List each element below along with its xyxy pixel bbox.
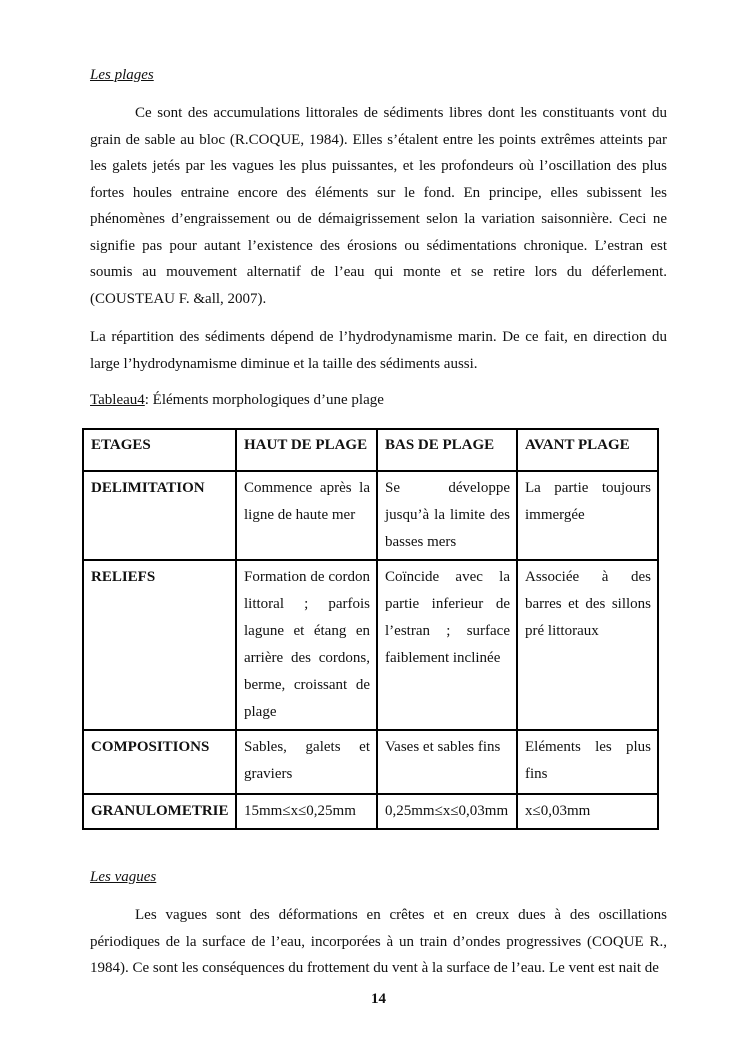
- row-label-reliefs: RELIEFS: [83, 560, 236, 730]
- paragraph-vagues: Les vagues sont des déformations en crêtes et en creux dues à des oscillations périodiques de la surface de l’eau, incorporées à un train d’ondes progressives (COQUE R., 1984). Ce sont les conséquences du frottement du vent à la surface de l’eau. Le vent est nait de: [90, 907, 667, 976]
- header-cell-bas-de-plage: BAS DE PLAGE: [377, 429, 517, 471]
- row-label-delimitation: DELIMITATION: [83, 471, 236, 560]
- table-row-compositions: [83, 730, 658, 794]
- table-header-row: [83, 429, 658, 471]
- table-row-delimitation: [83, 471, 658, 560]
- cell-compositions-bas: Vases et sables fins: [377, 730, 517, 794]
- section-heading-les-vagues: Les vagues: [90, 869, 157, 885]
- table-caption: [90, 387, 667, 413]
- header-cell-etages: ETAGES: [83, 429, 236, 471]
- table-row-reliefs: [83, 560, 658, 730]
- morphology-table: [82, 428, 659, 830]
- section-heading-les-plages: Les plages: [90, 67, 154, 83]
- row-label-compositions: COMPOSITIONS: [83, 730, 236, 794]
- table-caption-label: Tableau4: [90, 392, 145, 408]
- cell-reliefs-bas: Coïncide avec la partie inferieur de l’estran ; surface faiblement inclinée: [377, 560, 517, 730]
- cell-compositions-haut: Sables, galets et graviers: [236, 730, 377, 794]
- cell-delimitation-avant: La partie toujours immergée: [517, 471, 658, 560]
- table-caption-text: : Éléments morphologiques d’une plage: [144, 392, 384, 408]
- header-cell-haut-de-plage: HAUT DE PLAGE: [236, 429, 377, 471]
- row-label-granulometrie: GRANULOMETRIE: [83, 794, 236, 829]
- cell-granulometrie-bas: 0,25mm≤x≤0,03mm: [377, 794, 517, 829]
- table-row-granulometrie: [83, 794, 658, 829]
- cell-delimitation-bas: Se développe jusqu’à la limite des basses mers: [377, 471, 517, 560]
- cell-reliefs-haut: Formation de cordon littoral ; parfois lagune et étang en arrière des cordons, berme, croissant de plage: [236, 560, 377, 730]
- cell-granulometrie-haut: 15mm≤x≤0,25mm: [236, 794, 377, 829]
- page-number: 14: [371, 990, 386, 1007]
- paragraph-plages-2: La répartition des sédiments dépend de l’hydrodynamisme marin. De ce fait, en direction du large l’hydrodynamisme diminue et la taille des sédiments aussi.: [90, 329, 667, 372]
- cell-granulometrie-avant: x≤0,03mm: [517, 794, 658, 829]
- header-cell-avant-plage: AVANT PLAGE: [517, 429, 658, 471]
- paragraph-plages-1: Ce sont des accumulations littorales de sédiments libres dont les constituants vont du grain de sable au bloc (R.COQUE, 1984). Elles s’étalent entre les points extrêmes atteints par les galets jetés par les vagues les plus puissantes, et les profondeurs où l’oscillation des plus fortes houles entraine encore des éléments sur le fond. En principe, elles subissent les phénomènes d’engraissement ou de démaigrissement selon la variation saisonnière. Ceci ne signifie pas pour autant l’existence des érosions ou sédimentations chronique. L’estran est soumis au mouvement alternatif de l’eau qui monte et se retire lors du déferlement. (COUSTEAU F. &all, 2007).: [90, 105, 667, 307]
- cell-reliefs-avant: Associée à des barres et des sillons pré littoraux: [517, 560, 658, 730]
- cell-delimitation-haut: Commence après la ligne de haute mer: [236, 471, 377, 560]
- cell-compositions-avant: Eléments les plus fins: [517, 730, 658, 794]
